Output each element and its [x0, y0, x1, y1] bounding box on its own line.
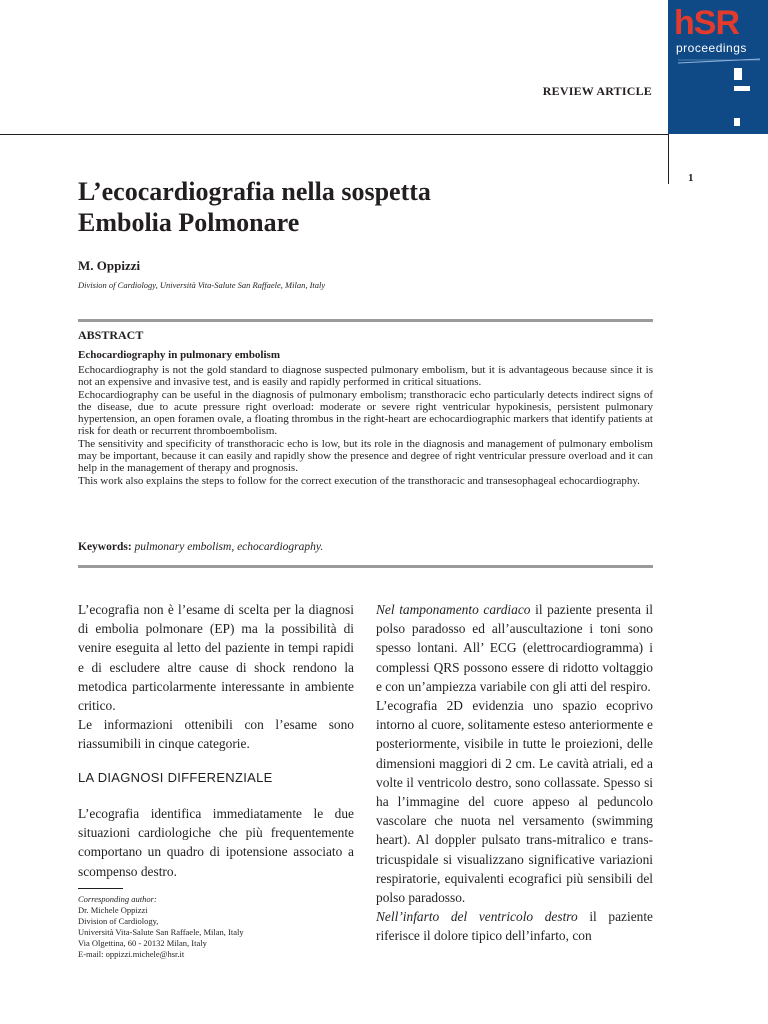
body-column-right: [376, 600, 653, 946]
abstract-top-rule: [78, 319, 653, 322]
journal-subtitle: proceedings: [676, 41, 747, 55]
journal-logo: hSR: [674, 4, 739, 42]
footnote-email: E-mail: oppizzi.michele@hsr.it: [78, 949, 185, 959]
body-paragraph: [376, 600, 653, 696]
cover-block: [734, 68, 742, 80]
abstract-paragraph: Echocardiography can be useful in the diagnosis of pulmonary embolism; transthoracic echo particularly detects indirect signs of the disease, due to acute pressure right overload: moderate or severe right ventricular hypokinesis, persistent pulmonary hypertension, an open foramen ovale, a floating thrombus in the right-heart are echocardiographic markers that identify patients at risk for death or recurrent thromboembolism.: [78, 388, 653, 438]
cover-block: [734, 118, 740, 126]
keywords-text: pulmonary embolism, echocardiography.: [134, 541, 324, 553]
cover-block: [734, 86, 750, 91]
section-heading: LA DIAGNOSI DIFFERENZIALE: [78, 770, 273, 785]
keywords: [78, 541, 323, 553]
footnote-rule: [78, 888, 123, 889]
body-column-left: [78, 600, 354, 754]
emphasis-term: Nell’infarto del ventricolo destro: [376, 909, 578, 925]
footnote-line: Via Olgettina, 60 - 20132 Milan, Italy: [78, 938, 207, 948]
paragraph-text: il paziente presenta il polso paradosso ed all’auscultazione i toni sono spesso lontani. All’ ECG (elettrocardiogramma) i complessi QRS possono essere di ridotto voltaggio e con un’ampiezza variabile con gli atti del respiro.: [376, 602, 653, 694]
paragraph-text: il paziente riferisce il dolore tipico dell’infarto, con: [376, 909, 653, 944]
title-line: L’ecocardiografia nella sospetta: [78, 177, 431, 206]
abstract-paragraph: The sensitivity and specificity of transthoracic echo is low, but its role in the diagnosis and management of pulmonary embolism may be important, because it can easily and rapidly show the presence and degree of right ventricular pressure overload and it can help in the management of therapy and prognosis.: [78, 437, 653, 475]
page-number: 1: [688, 172, 694, 184]
footnote-label: Corresponding author:: [78, 894, 157, 904]
abstract-paragraph: This work also explains the steps to follow for the correct execution of the transthoracic and transesophageal echocardiography.: [78, 474, 640, 487]
abstract-heading: ABSTRACT: [78, 328, 144, 342]
author: M. Oppizzi: [78, 258, 141, 273]
affiliation: Division of Cardiology, Università Vita-Salute San Raffaele, Milan, Italy: [78, 280, 326, 290]
abstract-body: [78, 364, 653, 487]
corresponding-author-footnote: [78, 894, 358, 960]
footnote-line: Università Vita-Salute San Raffaele, Milan, Italy: [78, 927, 244, 937]
keywords-label: Keywords:: [78, 541, 132, 553]
emphasis-term: Nel tamponamento cardiaco: [376, 602, 531, 617]
journal-cover: [668, 0, 768, 134]
abstract-subheading: Echocardiography in pulmonary embolism: [78, 349, 280, 361]
article-title: [78, 176, 638, 238]
body-paragraph: [376, 907, 653, 945]
footnote-line: Division of Cardiology,: [78, 916, 159, 926]
abstract-bottom-rule: [78, 565, 653, 568]
article-type: REVIEW ARTICLE: [542, 84, 652, 98]
margin-rule: [668, 134, 669, 184]
body-paragraph: L’ecografia non è l’esame di scelta per la diagnosi di embolia polmonare (EP) ma la possibilità di venire eseguita al letto del paziente in tempi rapidi e di escludere altre cause di shock rendono la metodica particolarmente interessante in ambiente critico.: [78, 602, 354, 714]
body-paragraph: L’ecografia identifica immediatamente le due situazioni cardiologiche che più frequentemente comportano un quadro di ipotensione associato a scompenso destro.: [78, 806, 354, 879]
body-column-left-continued: [78, 804, 354, 881]
body-paragraph: L’ecografia 2D evidenzia uno spazio ecoprivo intorno al cuore, solitamente esteso anteriormente e posteriormente, visibile in tutte le proiezioni, delle dimensioni maggiori di 2 cm. Le cavità atriali, ed a volte il ventricolo destro, sono collassate. Spesso si ha l’immagine del cuore appeso al peduncolo vascolare che nuota nel versamento (swimming heart). Al doppler pulsato trans-mitralico e trans-tricuspidale si visualizzano significative variazioni respiratorie, equivalenti ecografici più sensibili del polso paradosso.: [376, 698, 653, 906]
cover-decoration: [676, 57, 762, 65]
header-rule: [0, 134, 668, 135]
footnote-line: Dr. Michele Oppizzi: [78, 905, 148, 915]
body-paragraph: Le informazioni ottenibili con l’esame sono riassumibili in cinque categorie.: [78, 717, 354, 752]
abstract-paragraph: Echocardiography is not the gold standard to diagnose suspected pulmonary embolism, but it is advantageous because since it is not an expensive and invasive test, and is easily and rapidly performed in critical situations.: [78, 364, 653, 389]
title-line: Embolia Polmonare: [78, 208, 300, 237]
